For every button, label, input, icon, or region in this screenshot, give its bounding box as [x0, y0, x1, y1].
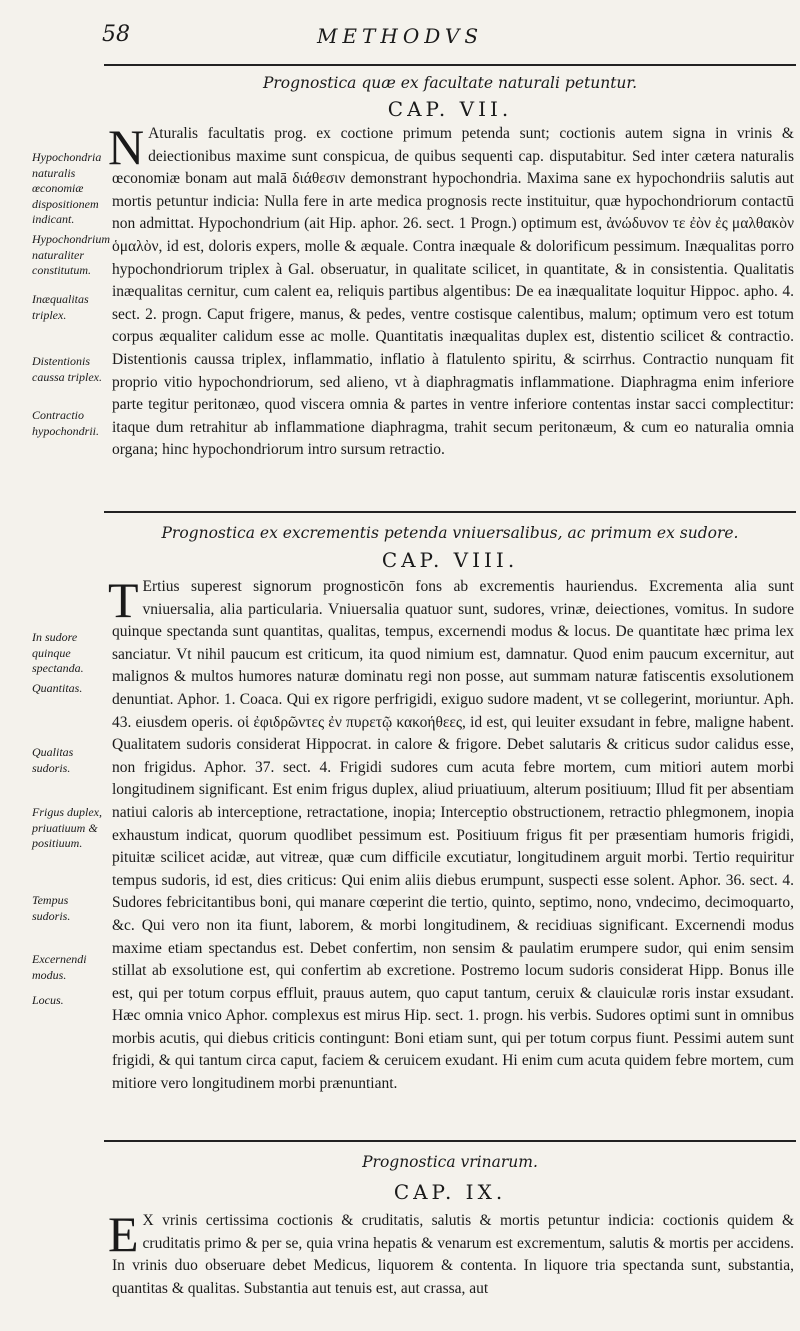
chapter-9-text: X vrinis certissima coctionis & cruditatis, salutis & mortis petuntur indicia: coctionis quidem & cruditatis primo & per se, quia vrina hepatis & venarum est excrementum, salutis & mortis per accidens. In vrinis duo obseruare debet Medicus, liquorem & contenta. In liquore tria spectanda sunt, substantia, quantitas & qualitas. Substantia aut tenuis est, aut crassa, aut: [112, 1212, 794, 1297]
margin-note: Locus.: [32, 993, 64, 1007]
chapter-7-body: [108, 119, 794, 462]
header-rule: [104, 64, 796, 66]
section-rule: [104, 1140, 796, 1142]
chapter-9-heading: CAP. IX.: [393, 1180, 507, 1204]
chapter-7-heading: CAP. VII.: [387, 97, 513, 121]
margin-note: Hypochondria naturalis œconomiæ dispositionem indicant.: [32, 150, 102, 227]
margin-note: Distentionis caussa triplex.: [32, 354, 102, 384]
margin-note: Hypochondrium naturaliter constitutum.: [32, 232, 110, 278]
section-rule: [104, 511, 796, 513]
chapter-8-title: Prognostica ex excrementis petenda vniuersalibus, ac primum ex sudore.: [161, 524, 739, 542]
running-title: METHODVS: [316, 24, 484, 48]
margin-note: Tempus sudoris.: [32, 893, 71, 923]
margin-note: Inæqualitas triplex.: [32, 292, 89, 322]
chapter-7-title: Prognostica quæ ex facultate naturali petuntur.: [262, 74, 638, 92]
margin-note: In sudore quinque spectanda.: [32, 630, 84, 676]
margin-note: Qualitas sudoris.: [32, 745, 74, 775]
drop-cap: E: [108, 1206, 139, 1262]
margin-note: Frigus duplex, priuatiuum & positiuum.: [32, 805, 102, 851]
margin-note: Excernendi modus.: [32, 952, 87, 982]
page-header: [0, 16, 800, 66]
drop-cap: N: [108, 119, 145, 175]
chapter-9-title: Prognostica vrinarum.: [362, 1153, 538, 1171]
chapter-9-body: [108, 1206, 794, 1300]
margin-note: Contractio hypochondrii.: [32, 408, 99, 438]
chapter-7-text: Aturalis facultatis prog. ex coctione primum petenda sunt; coctionis autem signa in vrinis & deiectionibus maxime sunt conspicua, de quibus sequenti cap. disputabitur. Sed inter cætera naturalis œconomiæ bonam aut malā διάθεσιν demonstrant hypochondria. Maxima sane ex hypochondriis salutis aut mortis petuntur indicia: Nulla fere in arte medica prognosis recte instituitur, quæ hypochondriorum contactū non admittat. Hypochondrium (ait Hip. aphor. 26. sect. 1 Progn.) optimum est, ἀνώδυνον τε ἐὸν ἐς μαλθακὸν ὁμαλὸν, id est, doloris expers, molle & æquale. Contra inæquale & dolorificum pessimum. Inæqualitas porro hypochondriorum triplex à Gal. obseruatur, in qualitate scilicet, in quantitate, & in consistentia. Qualitatis inæqualitas cernitur, cum calent ea, reliquis partibus algentibus: De ea inæqualitate loquitur Hippoc. apho. 4. sect. 2. progn. Caput frigere, manus, & pedes, ventre costisque calentibus, malum; optimum vero est totum corpus æqualiter calidum esse ac molle. Quantitatis inæqualitas duplex est, distentio scilicet & contractio. Distentionis caussa triplex, inflammatio, inflatio à flatulento spiritu, & scirrhus. Contractio nunquam fit proprio vitio hypochondriorum, sed alieno, vt à diaphragmatis inflammatione. Diaphragma enim inferiore parte tegitur peritonæo, quod viscera omnia & partes in ventre inferiore contentas instar sacci complectitur: itaque dum retrahitur ab inflammatione diaphragma, trahit secum peritonæum, & cum eo naturalia omnia organa; hinc hypochondriorum intro sursum retractio.: [112, 125, 794, 459]
chapter-8-body: [108, 572, 794, 1096]
page-number: 58: [102, 22, 130, 47]
chapter-8-heading: CAP. VIII.: [381, 548, 519, 572]
margin-note: Quantitas.: [32, 681, 83, 695]
chapter-8-text: Ertius superest signorum prognosticōn fons ab excrementis hauriendus. Excrementa alia sunt vniuersalia, alia particularia. Vniuersalia quatuor sunt, sudores, vrinæ, deiectiones, vomitus. In sudore quinque spectanda sunt quantitas, qualitas, tempus, excernendi modus & locus. De quantitate hæc prima lex sanciatur. Vt nihil paucum est criticum, ita quod nimium est, damnatur. Quod enim paucum excernitur, aut malignos & multos humores naturæ dominatu regi non posse, aut summam naturæ fatiscentis exsolutionem denuntiat. Aphor. 1. Coaca. Qui ex rigore perfrigidi, exiguo sudore madent, vt se collegerint, moriuntur. Aph. 43. eiusdem operis. οἱ ἐφιδρῶντες ἐν πυρετῷ κακοήθεες, id est, qui leuiter exsudant in febre, maligne habent. Qualitatem sudoris considerat Hippocrat. in calore & frigore. Debet salutaris & criticus sudor calidus esse, non frigidus. Aphor. 37. sect. 4. Frigidi sudores cum acuta febre mortem, cum mitiori autem morbi longitudinem significant. Est enim frigus duplex, aliud priuatiuum, alterum positiuum; Illud fit per absentiam natiui caloris ab interceptione, retractatione, inopia; Interceptio obstructionem, retractio phlegmonem, inopia exhaustum indicat, quorum quodlibet pessimum est. Positiuum frigus fit per præsentiam humoris frigidi, pituitæ scilicet acidæ, aut vitreæ, quæ cum difficile excutiatur, longitudinem arguit morbi. Tertio requiritur tempus sudoris, id est, dies criticus: Qui enim aliis diebus erumpunt, suspecti esse solent. Aphor. 36. sect. 4. Sudores febricitantibus boni, qui manare cœperint die tertio, quinto, septimo, nono, vndecimo, decimoquarto, &c. Qui vero non ita fiunt, laborem, & morbi longitudinem, & recidiuas significant. Excernendi modus maxime etiam spectandus est. Debet confertim, non sensim & paulatim erumpere sudor, qui enim sensim stillat ab exsolutione est, qui confertim ab excretione. Postremo locum sudoris considerat Hipp. Bonus ille est, qui per totum corpus effluit, prauus autem, quo caput tantum, ceruix & clauiculæ roris instar exsudant. Hæc omnia vnico Aphor. complexus est mirus Hip. sect. 1. progn. his verbis. Sudores optimi sunt in omnibus morbis acutis, qui diebus criticis contingunt: Boni etiam sunt, qui per totum corpus fiunt. Pessimi autem sunt frigidi, & qui tantum circa caput, faciem & ceruicem exudant. Hi enim cum acuta quidem febre mortem, cum mitiore vero longitudinem morbi prænuntiant.: [112, 578, 794, 1093]
drop-cap: T: [108, 572, 139, 628]
